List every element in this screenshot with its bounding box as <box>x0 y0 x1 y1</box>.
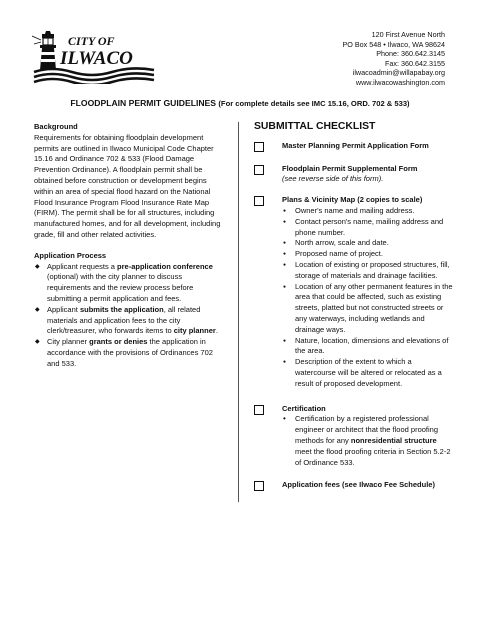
svg-text:ILWACO: ILWACO <box>60 48 133 69</box>
list-item: ● North arrow, scale and date. <box>282 238 454 249</box>
title-sub: (For complete details see IMC 15.16, ORD. 702 & 533) <box>218 99 410 108</box>
list-item: ◆ City planner grants or denies the application in accordance with the provisions of Ordinances 702 and 533. <box>34 337 224 369</box>
checklist-heading: SUBMITTAL CHECKLIST <box>254 121 376 132</box>
master-checkbox[interactable] <box>254 142 264 152</box>
title-main: FLOODPLAIN PERMIT GUIDELINES <box>70 98 217 108</box>
list-item: ● Contact person's name, mailing address and phone number. <box>282 217 454 239</box>
left-column <box>34 122 224 370</box>
background-text: Requirements for obtaining floodplain development permits are outlined in Ilwaco Municipal Code Chapter 15.16 and Ordinance 702 & 533 (Flood Damage Prevention Ordinance). A floodplain permit shall be obtained before construction or development begins within an area of special flood hazard on the National Flood Insurance Program Flood Insurance Rate Map (FIRM). The permit shall be for all structures, including manufactured homes, and for all development, including grade, fill and other related activities. <box>34 132 221 239</box>
address-line-1: 120 First Avenue North <box>371 30 445 39</box>
list-item: • Certification by a registered professional engineer or architect that the flood proofing methods for any nonresidential structure meet the flood proofing criteria in Section 5.2-2 of Ordinance 533. <box>282 414 454 468</box>
list-item: ◆ Applicant requests a pre-application conference (optional) with the city planner to discuss requirements and the review process before submitting a permit application and fees. <box>34 262 224 305</box>
checklist-item-fees: Application fees (see Ilwaco Fee Schedule) <box>254 480 454 491</box>
list-item: ● Owner's name and mailing address. <box>282 206 454 217</box>
checklist-item-certification: Certification • Certification by a registered professional engineer or architect that the flood proofing methods for any nonresidential structure meet the flood proofing criteria in Section 5.2-2 of Ordinance 533. <box>254 404 454 469</box>
list-item: ◆ Applicant submits the application, all related materials and application fees to the city clerk/treasurer, who forwards items to city planner. <box>34 305 224 337</box>
plans-checkbox[interactable] <box>254 196 264 206</box>
process-list <box>34 262 224 370</box>
city-logo <box>32 26 157 84</box>
phone-number: Phone: 360.642.3145 <box>376 49 445 59</box>
email-link[interactable]: ilwacoadmin@willapabay.org <box>352 68 445 78</box>
fees-checkbox[interactable] <box>254 481 264 491</box>
list-item: ● Nature, location, dimensions and elevations of the area. <box>282 336 454 358</box>
column-divider <box>238 122 239 502</box>
address-line-2: PO Box 548 • Ilwaco, WA 98624 <box>342 39 445 49</box>
svg-text:CITY OF: CITY OF <box>68 34 115 48</box>
certification-checkbox[interactable] <box>254 405 264 415</box>
certification-list <box>282 414 454 468</box>
list-item: ● Location of any other permanent features in the area that could be affected, such as existing streets, platted but not constructed streets or any waterways, including wetlands and drainage ways. <box>282 282 454 336</box>
checklist-item-master: Master Planning Permit Application Form <box>254 141 454 152</box>
contact-block <box>342 30 445 88</box>
fax-number: Fax: 360.642.3155 <box>385 58 445 68</box>
background-heading: Background <box>34 122 78 131</box>
page-title <box>0 98 480 108</box>
list-item: ● Proposed name of project. <box>282 249 454 260</box>
process-heading: Application Process <box>34 250 107 260</box>
lighthouse-logo-icon <box>32 26 157 84</box>
plans-list <box>282 206 454 390</box>
checklist-item-plans: Plans & Vicinity Map (2 copies to scale) ● Owner's name and mailing address. ● Contact person's name, mailing address and phone number. ● North arrow, scale and date. ● Proposed name of project. ● Location of existing or proposed structures, fill, storage of materials and drainage facilities. ● Location of any other permanent features in the area that could be affected, such as existing streets, platted but not constructed streets or any waterways, including wetlands and drainage ways. ● Nature, location, dimensions and elevations of the area. ● Description of the extent to which a watercourse will be altered or relocated as a result of proposed development. <box>254 195 454 389</box>
website-link[interactable]: www.ilwacowashington.com <box>355 77 445 87</box>
list-item: ● Location of existing or proposed structures, fill, storage of materials and drainage facilities. <box>282 260 454 282</box>
right-column <box>254 122 454 491</box>
supplemental-checkbox[interactable] <box>254 165 264 175</box>
checklist-item-supplemental: Floodplain Permit Supplemental Form (see reverse side of this form). <box>254 164 454 186</box>
list-item: ● Description of the extent to which a watercourse will be altered or relocated as a result of proposed development. <box>282 357 454 389</box>
